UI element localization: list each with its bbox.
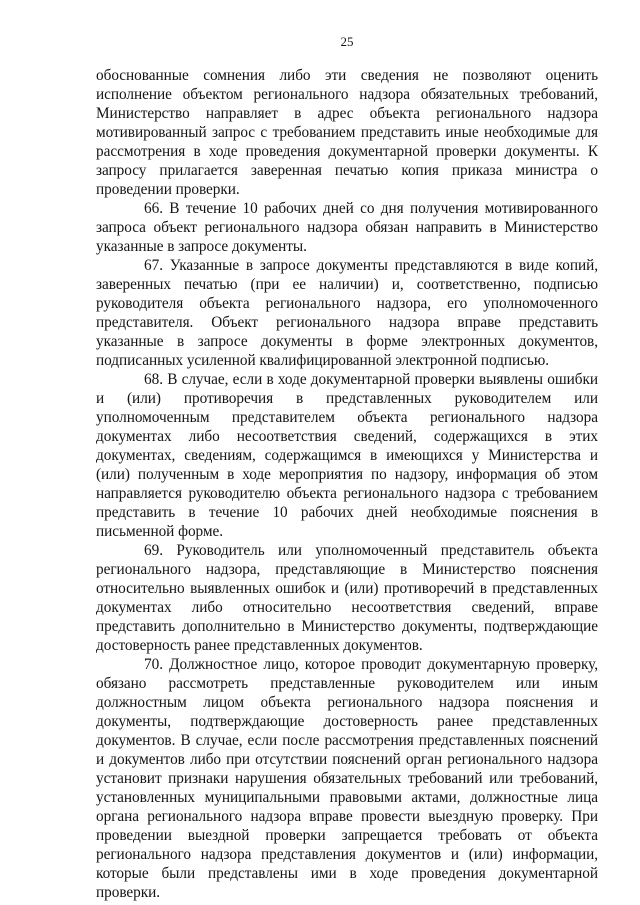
paragraph-continuation: обоснованные сомнения либо эти сведения не позволяют оценить исполнение объектом регионального надзора обязательных требований, Министерство направляет в адрес объекта регионального надзора мотивированный запрос с требованием представить иные необходимые для рассмотрения в ходе проведения документарной проверки документы. К запросу прилагается заверенная печатью копия приказа министра о проведении проверки. xyxy=(96,67,598,198)
paragraph-66: 66. В течение 10 рабочих дней со дня получения мотивированного запроса объект регионального надзора обязан направить в Министерство указанные в запросе документы. xyxy=(96,200,598,255)
page-number: 25 xyxy=(340,34,354,49)
paragraph-70: 70. Должностное лицо, которое проводит документарную проверку, обязано рассмотреть представленные руководителем или иным должностным лицом объекта регионального надзора пояснения и документы, подтверждающие достоверность ранее представленных документов. В случае, если после рассмотрения представленных пояснений и документов либо при отсутствии пояснений орган регионального надзора установит признаки нарушения обязательных требований или требований, установленных муниципальными правовыми актами, должностные лица органа регионального надзора вправе провести выездную проверку. При проведении выездной проверки запрещается требовать от объекта регионального надзора представления документов и (или) информации, которые были представлены ими в ходе проведения документарной проверки. xyxy=(96,656,598,901)
paragraph-68: 68. В случае, если в ходе документарной проверки выявлены ошибки и (или) противоречия в представленных руководителем или уполномоченным представителем объекта регионального надзора документах либо несоответствия сведений, содержащихся в этих документах, сведениям, содержащимся в имеющихся у Министерства и (или) полученным в ходе мероприятия по надзору, информация об этом направляется руководителю объекта регионального надзора с требованием представить в течение 10 рабочих дней необходимые пояснения в письменной форме. xyxy=(96,371,598,540)
document-page xyxy=(96,34,598,902)
document-body xyxy=(96,66,598,902)
paragraph-67: 67. Указанные в запросе документы представляются в виде копий, заверенных печатью (при ее наличии) и, соответственно, подписью руководителя объекта регионального надзора, его уполномоченного представителя. Объект регионального надзора вправе представить указанные в запросе документы в форме электронных документов, подписанных усиленной квалифицированной электронной подписью. xyxy=(96,257,598,369)
paragraph-69: 69. Руководитель или уполномоченный представитель объекта регионального надзора, представляющие в Министерство пояснения относительно выявленных ошибок и (или) противоречий в представленных документах либо относительно несоответствия сведений, вправе представить дополнительно в Министерство документы, подтверждающие достоверность ранее представленных документов. xyxy=(96,542,598,654)
